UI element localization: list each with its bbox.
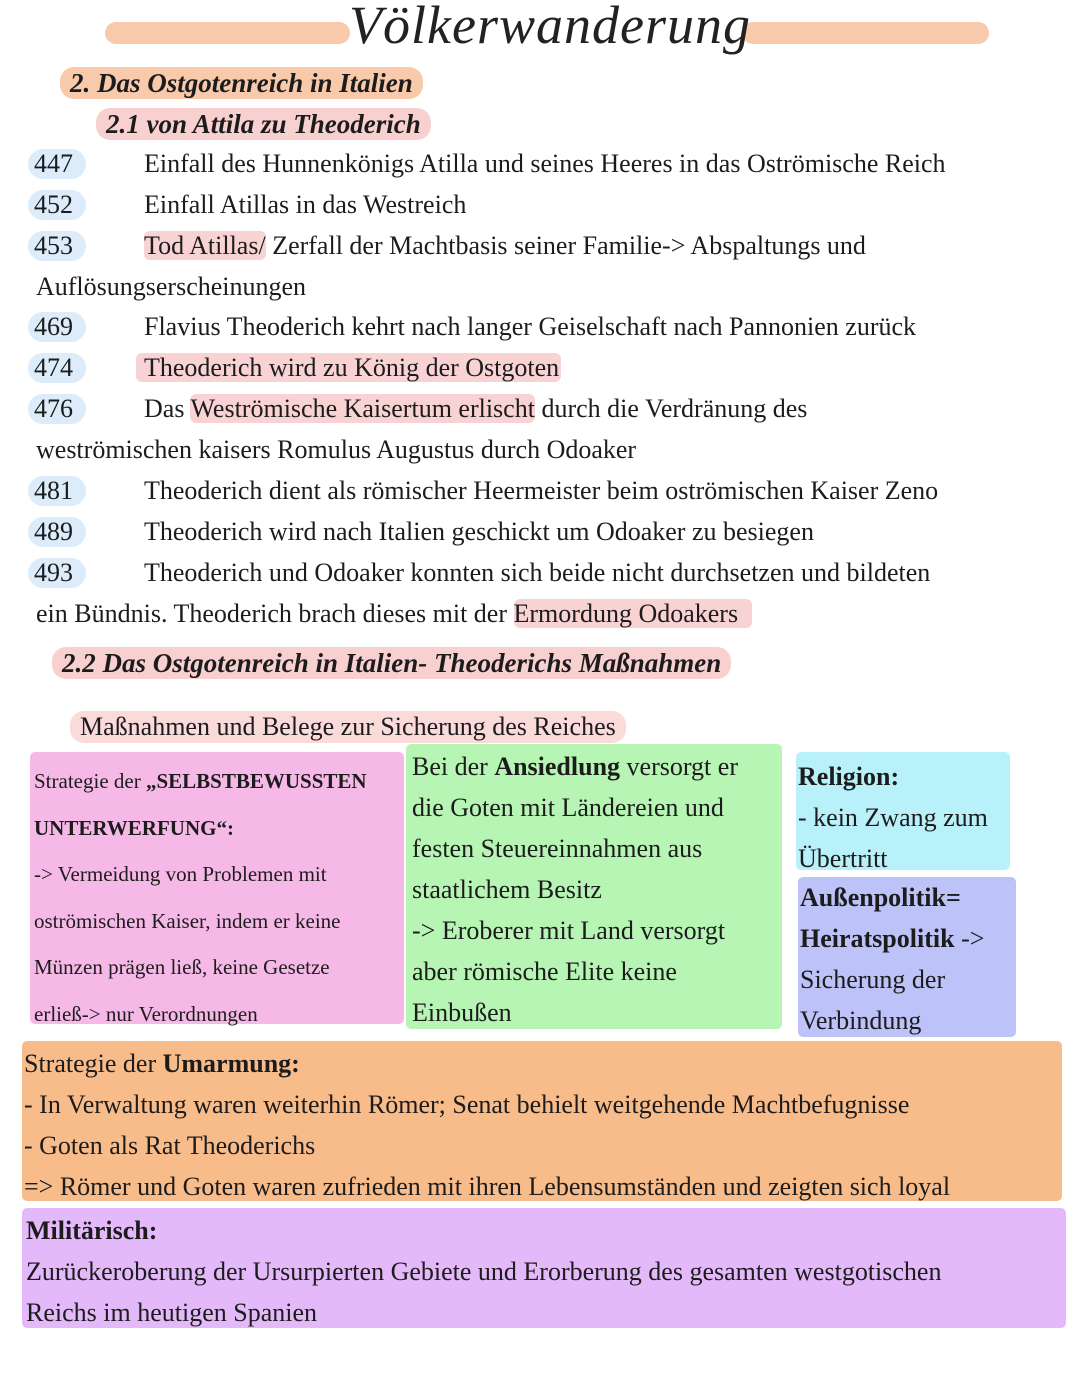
highlight: Weströmische Kaisertum erlischt xyxy=(190,394,535,423)
box-embrace-strategy: Strategie der Umarmung: - In Verwaltung waren weiterhin Römer; Senat behielt weitgehende Machtbefugnisse - Goten als Rat Theoderichs => Römer und Goten waren zufrieden mit ihren Lebensumständen und zeigten sich loyal xyxy=(22,1041,1062,1201)
title-bar-left xyxy=(105,22,350,44)
measures-heading: Maßnahmen und Belege zur Sicherung des Reiches xyxy=(70,711,626,743)
highlight: Ermordung Odoakers xyxy=(514,599,753,628)
timeline-event-continued: ein Bündnis. Theoderich brach dieses mit der Ermordung Odoakers xyxy=(36,599,752,629)
timeline-event: Theoderich dient als römischer Heermeister beim oströmischen Kaiser Zeno xyxy=(144,476,939,505)
section-heading-2-1: 2.1 von Attila zu Theoderich xyxy=(96,108,431,140)
timeline-event: Theoderich wird nach Italien geschickt um Odoaker zu besiegen xyxy=(144,517,814,546)
highlight: Tod Atillas/ xyxy=(144,231,266,260)
timeline-year: 481 xyxy=(28,476,86,506)
timeline-event: Tod Atillas/ Zerfall der Machtbasis seiner Familie-> Abspaltungs und xyxy=(144,231,866,260)
box-subjugation-strategy: Strategie der „SELBSTBEWUSSTEN UNTERWERFUNG“: -> Vermeidung von Problemen mit oströmischen Kaiser, indem er keine Münzen prägen ließ, keine Gesetze erließ-> nur Verordnungen xyxy=(30,752,404,1024)
timeline-event: Flavius Theoderich kehrt nach langer Geiselschaft nach Pannonien zurück xyxy=(144,312,917,341)
timeline-year: 476 xyxy=(28,394,86,424)
timeline-event: Einfall des Hunnenkönigs Atilla und seines Heeres in das Oströmische Reich xyxy=(144,149,946,178)
timeline-year: 474 xyxy=(28,353,86,383)
timeline-year: 469 xyxy=(28,312,86,342)
title-bar-right xyxy=(742,22,989,44)
highlight: Theoderich wird zu König der Ostgoten xyxy=(136,353,561,382)
timeline-year: 453 xyxy=(28,231,86,261)
section-heading-2: 2. Das Ostgotenreich in Italien xyxy=(60,67,423,99)
timeline-event-continued: Auflösungserscheinungen xyxy=(36,272,307,301)
timeline-year: 493 xyxy=(28,558,86,588)
timeline-year: 489 xyxy=(28,517,86,547)
timeline-event: Das Weströmische Kaisertum erlischt durch die Verdränung des xyxy=(144,394,808,423)
timeline-year: 447 xyxy=(28,149,86,179)
section-heading-2-2: 2.2 Das Ostgotenreich in Italien- Theoderichs Maßnahmen xyxy=(52,647,731,679)
box-military: Militärisch: Zurückeroberung der Ursurpierten Gebiete und Erorberung des gesamten westgotischen Reichs im heutigen Spanien xyxy=(22,1208,1066,1328)
box-foreign-policy: Außenpolitik= Heiratspolitik -> Sicherung der Verbindung xyxy=(798,877,1016,1037)
timeline-event: Einfall Atillas in das Westreich xyxy=(144,190,467,219)
timeline-year: 452 xyxy=(28,190,86,220)
box-religion: Religion: - kein Zwang zum Übertritt xyxy=(796,752,1010,870)
timeline-event: Theoderich und Odoaker konnten sich beide nicht durchsetzen und bildeten xyxy=(144,558,931,587)
timeline-event-continued: weströmischen kaisers Romulus Augustus durch Odoaker xyxy=(36,435,637,464)
timeline-event xyxy=(136,353,561,383)
box-settlement: Bei der Ansiedlung versorgt er die Goten mit Ländereien und festen Steuereinnahmen aus staatlichem Besitz -> Eroberer mit Land versorgt aber römische Elite keine Einbußen xyxy=(406,744,782,1029)
page-title: Völkerwanderung xyxy=(349,0,751,55)
